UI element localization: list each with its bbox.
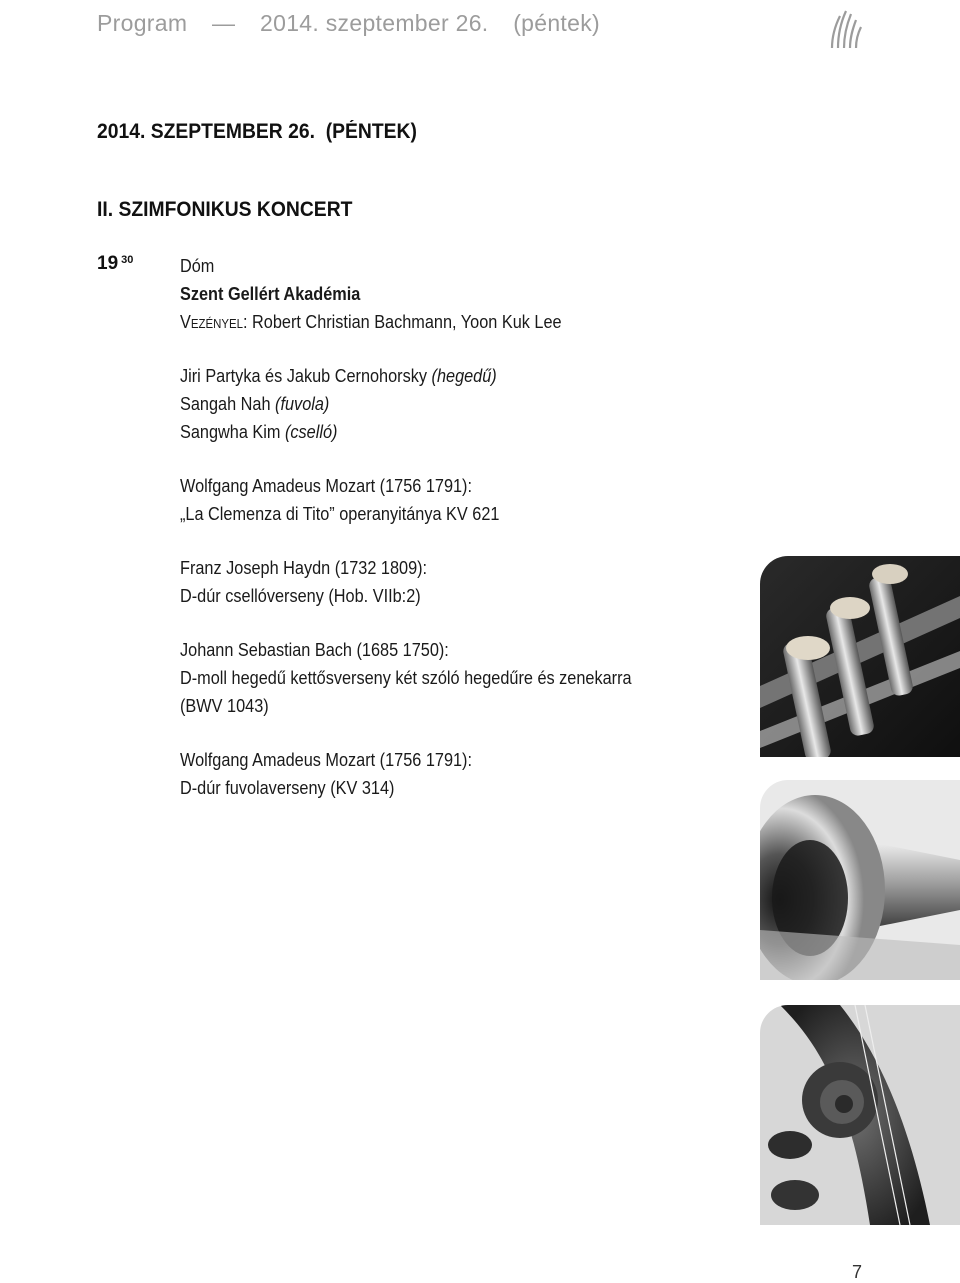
soloist xyxy=(180,390,497,418)
trumpet-valves-photo xyxy=(760,556,960,757)
work-composer: Wolfgang Amadeus Mozart (1756 1791): xyxy=(180,749,473,770)
work-title: D-moll hegedű kettősverseny két szóló hegedűre és zenekarra xyxy=(180,667,632,688)
work-composer: Johann Sebastian Bach (1685 1750): xyxy=(180,639,449,660)
violin-scroll-photo xyxy=(760,1005,960,1225)
work-item xyxy=(180,636,632,720)
ensemble: Szent Gellért Akadémia xyxy=(180,283,361,304)
work-title: „La Clemenza di Tito” operanyitánya KV 621 xyxy=(180,503,500,524)
header-date: 2014. szeptember 26. xyxy=(260,10,489,36)
work-composer: Franz Joseph Haydn (1732 1809): xyxy=(180,557,428,578)
work-item xyxy=(180,472,499,528)
soloist xyxy=(180,418,497,446)
header-dash: — xyxy=(212,10,236,36)
concert-time xyxy=(97,253,133,275)
header-label: Program xyxy=(97,10,188,36)
work-title: D-dúr csellóverseny (Hob. VIIb:2) xyxy=(180,585,421,606)
running-header xyxy=(97,10,618,37)
date-heading: 2014. SZEPTEMBER 26. (PÉNTEK) xyxy=(97,120,417,143)
venue: Dóm xyxy=(180,255,215,276)
venue-block xyxy=(180,252,562,336)
header-day: (péntek) xyxy=(513,10,600,36)
time-minutes: 30 xyxy=(121,254,134,266)
soloist-role: (cselló) xyxy=(284,421,338,442)
work-composer: Wolfgang Amadeus Mozart (1756 1791): xyxy=(180,475,473,496)
soloist-role: (hegedű) xyxy=(431,365,497,386)
soloist-name: Sangah Nah xyxy=(180,393,271,414)
page-number: 7 xyxy=(852,1262,863,1282)
trumpet-bell-photo xyxy=(760,780,960,980)
festival-logo-icon xyxy=(826,8,866,50)
work-item xyxy=(180,554,427,610)
conductor-names: Robert Christian Bachmann, Yoon Kuk Lee xyxy=(252,311,562,332)
soloist-name: Jiri Partyka és Jakub Cernohorsky xyxy=(180,365,428,386)
concert-title: II. SZIMFONIKUS KONCERT xyxy=(97,198,353,221)
soloist-name: Sangwha Kim xyxy=(180,421,281,442)
soloists-block xyxy=(180,362,497,446)
soloist xyxy=(180,362,497,390)
time-hour: 19 xyxy=(97,253,119,274)
soloist-role: (fuvola) xyxy=(275,393,330,414)
conductor-label: Vezényel: xyxy=(180,311,248,332)
work-title: D-dúr fuvolaverseny (KV 314) xyxy=(180,777,395,798)
conductor-line xyxy=(180,308,562,336)
work-item xyxy=(180,746,472,802)
work-title-continued: (BWV 1043) xyxy=(180,695,269,716)
